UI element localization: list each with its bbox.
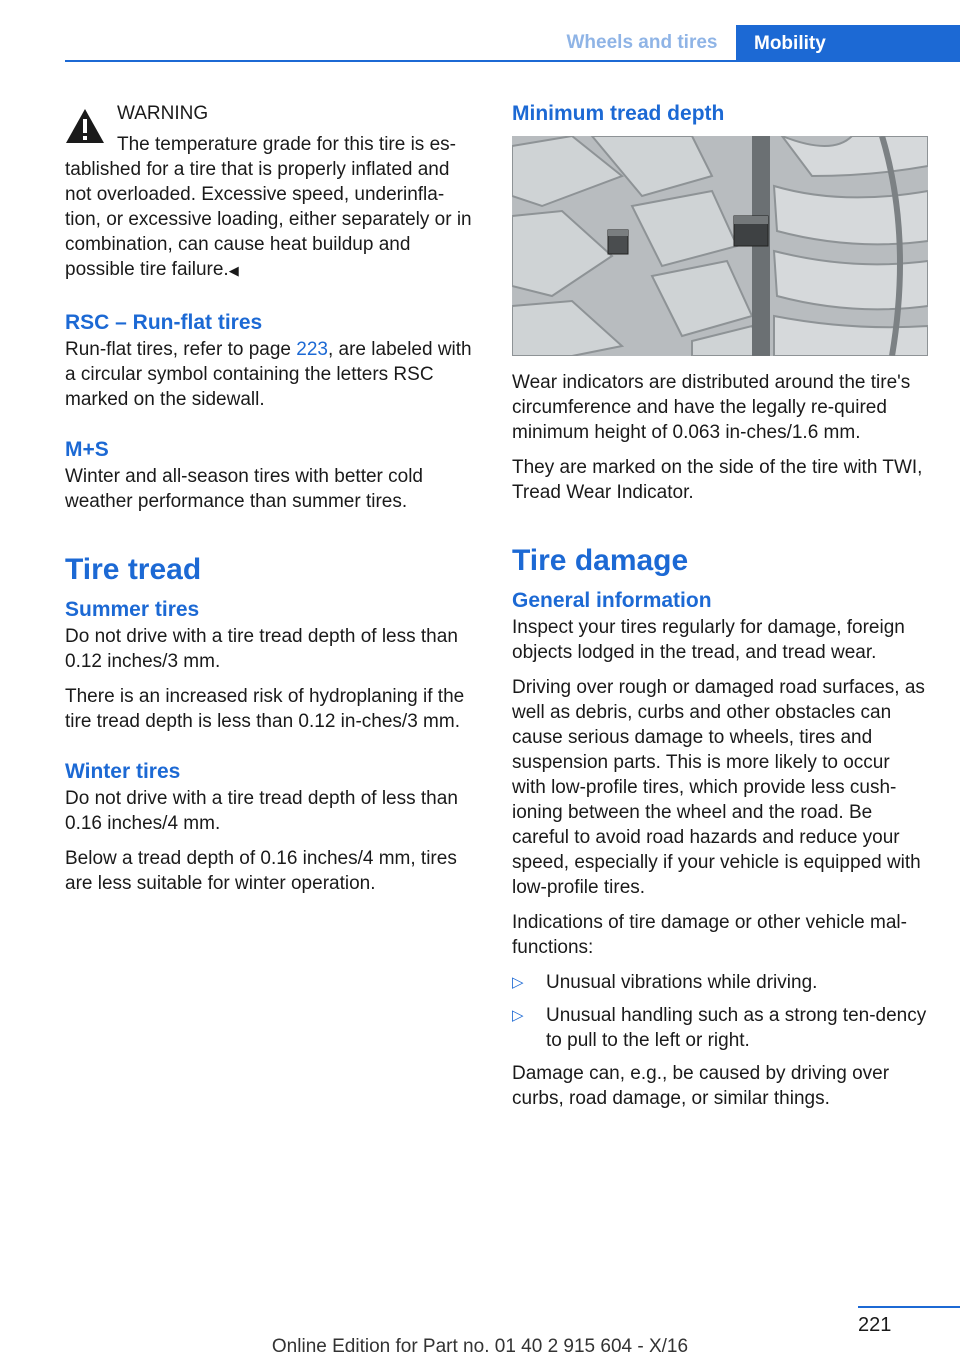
general-information-text-4: Damage can, e.g., be caused by driving over curbs, road damage, or similar things. xyxy=(512,1063,890,1109)
triangle-bullet-icon: ▷ xyxy=(512,1007,524,1024)
winter-tires-text-2: Below a tread depth of 0.16 inches/4 mm, tires are less suitable for winter operation. xyxy=(65,848,457,894)
rsc-text: Run-flat tires, refer to page 223, are labeled with a circular symbol containing the letters RSC marked on the sidewall. xyxy=(65,339,472,410)
minimum-tread-text-2: They are marked on the side of the tire with TWI, Tread Wear Indicator. xyxy=(512,457,923,503)
general-information-text-3: Indications of tire damage or other vehicle mal-functions: xyxy=(512,912,907,958)
warning-title: WARNING xyxy=(117,103,209,124)
ms-text: Winter and all-season tires with better cold weather performance than summer tires. xyxy=(65,466,423,512)
winter-tires-heading: Winter tires xyxy=(65,760,181,783)
warning-block xyxy=(65,100,477,283)
general-information-text-1: Inspect your tires regularly for damage, foreign objects lodged in the tread, and tread wear. xyxy=(512,617,905,663)
footer-edition: Online Edition for Part no. 01 40 2 915 604 - X/16 xyxy=(271,1336,689,1357)
summer-tires-heading: Summer tires xyxy=(65,598,200,621)
list-item: ▷ Unusual vibrations while driving. xyxy=(512,972,818,993)
page-number: 221 xyxy=(858,1314,892,1336)
minimum-tread-text-1: Wear indicators are distributed around the tire's circumference and have the legally re-quired minimum height of 0.063 in-ches/1.6 mm. xyxy=(512,372,911,443)
tire-tread-heading: Tire tread xyxy=(65,553,202,586)
page-link[interactable]: 223 xyxy=(296,339,328,360)
summer-tires-text-1: Do not drive with a tire tread depth of less than 0.12 inches/3 mm. xyxy=(65,626,458,672)
winter-tires-text-1: Do not drive with a tire tread depth of less than 0.16 inches/4 mm. xyxy=(65,788,458,834)
chapter-tab[interactable]: Mobility xyxy=(736,25,960,62)
tire-tread-photo xyxy=(512,136,928,356)
warning-text: tablished for a tire that is properly inflated and not overloaded. Excessive speed, underinfla-tion, or excessive loading, either separately or in combination, can cause heat buildup and possible tire failure.◀ xyxy=(65,159,472,280)
tire-damage-heading: Tire damage xyxy=(512,544,689,577)
damage-indications-list xyxy=(512,970,928,1053)
section-tab[interactable]: Wheels and tires xyxy=(566,32,718,53)
page-number-rule xyxy=(858,1306,960,1308)
right-column xyxy=(512,100,928,1121)
summer-tires-text-2: There is an increased risk of hydroplaning if the tire tread depth is less than 0.12 in-ches/3 mm. xyxy=(65,686,465,732)
end-mark-icon: ◀ xyxy=(228,263,239,278)
left-column xyxy=(65,100,477,906)
triangle-bullet-icon: ▷ xyxy=(512,974,524,991)
general-information-heading: General information xyxy=(512,589,712,612)
list-item: ▷ Unusual handling such as a strong ten-dency to pull to the left or right. xyxy=(512,1005,927,1051)
warning-first-line: The temperature grade for this tire is es- xyxy=(117,134,456,155)
rsc-heading: RSC – Run-flat tires xyxy=(65,311,263,334)
ms-heading: M+S xyxy=(65,438,109,461)
general-information-text-2: Driving over rough or damaged road surfaces, as well as debris, curbs and other obstacles can cause serious damage to wheels, tires and suspension parts. This is more likely to occur with low-profile tires, which provide less cush-ioning between the wheel and the road. Be careful to avoid road hazards and reduce your speed, especially if your vehicle is equipped with low-profile tires. xyxy=(512,677,925,898)
warning-triangle-icon xyxy=(65,108,105,144)
minimum-tread-heading: Minimum tread depth xyxy=(512,102,725,125)
